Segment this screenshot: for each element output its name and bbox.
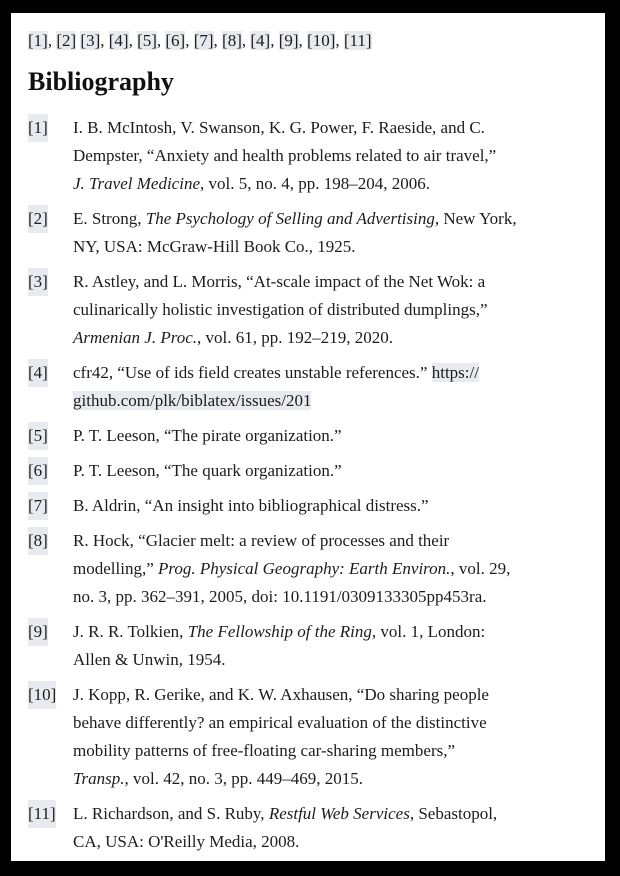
entry-text-segment: , vol. 61, pp. 192–219, 2020. bbox=[197, 328, 393, 347]
entry-text bbox=[73, 114, 588, 198]
entry-text-segment: The Fellowship of the Ring bbox=[187, 622, 372, 641]
entry-text-segment: , New York, bbox=[434, 209, 517, 228]
entry-number-cell bbox=[28, 457, 73, 485]
bibliography-entry bbox=[28, 359, 588, 415]
entry-text-segment: cfr42, “Use of ids field creates unstable references.” bbox=[73, 363, 432, 382]
entry-text-line bbox=[73, 170, 588, 198]
entry-number-cell bbox=[28, 800, 73, 856]
entry-label-link[interactable]: [9] bbox=[28, 618, 48, 646]
entry-text-segment: Prog. Physical Geography: Earth Environ. bbox=[157, 559, 451, 578]
entry-text bbox=[73, 492, 588, 520]
entry-number-cell bbox=[28, 618, 73, 674]
entry-text-segment: NY, USA: McGraw-Hill Book Co., 1925. bbox=[73, 237, 356, 256]
document-page bbox=[11, 13, 605, 861]
entry-text-line bbox=[73, 737, 588, 765]
external-link[interactable]: github.com/plk/biblatex/issues/201 bbox=[73, 391, 312, 410]
entry-text-segment: E. Strong, bbox=[73, 209, 146, 228]
entry-text-line bbox=[73, 324, 588, 352]
bibliography-entry bbox=[28, 205, 588, 261]
citation-separator: , bbox=[335, 31, 344, 50]
entry-text-line bbox=[73, 765, 588, 793]
entry-text-line bbox=[73, 387, 588, 415]
entry-text-line bbox=[73, 800, 588, 828]
entry-text-segment: P. T. Leeson, “The pirate organization.” bbox=[73, 426, 342, 445]
entry-text-line bbox=[73, 646, 588, 674]
citation-link[interactable]: [9] bbox=[278, 31, 299, 50]
entry-text bbox=[73, 527, 588, 611]
citation-separator: , bbox=[156, 31, 166, 50]
entry-label-link[interactable]: [7] bbox=[28, 492, 48, 520]
entry-text bbox=[73, 618, 588, 674]
entry-text-segment: modelling,” bbox=[73, 559, 158, 578]
page-title: Bibliography bbox=[28, 67, 174, 96]
entry-text-segment: CA, USA: O'Reilly Media, 2008. bbox=[73, 832, 300, 851]
entry-text-segment: I. B. McIntosh, V. Swanson, K. G. Power, F. Raeside, and C. bbox=[73, 118, 485, 137]
entry-text-segment: L. Richardson, and S. Ruby, bbox=[73, 804, 269, 823]
entry-label-link[interactable]: [2] bbox=[28, 205, 48, 233]
entry-text-segment: The Psychology of Selling and Advertising bbox=[145, 209, 435, 228]
bibliography-entry bbox=[28, 457, 588, 485]
entry-text-segment: culinarically holistic investigation of distributed dumplings,” bbox=[73, 300, 488, 319]
bibliography-entry bbox=[28, 492, 588, 520]
entry-number-cell bbox=[28, 268, 73, 352]
entry-text-line bbox=[73, 205, 588, 233]
entry-text-segment: , vol. 1, London: bbox=[371, 622, 486, 641]
entry-number-cell bbox=[28, 527, 73, 611]
entry-text-segment: Allen & Unwin, 1954. bbox=[73, 650, 226, 669]
citation-link[interactable]: [2] bbox=[56, 31, 77, 50]
citation-separator: , bbox=[128, 31, 138, 50]
entry-number-cell bbox=[28, 492, 73, 520]
entry-text-segment: , vol. 42, no. 3, pp. 449–469, 2015. bbox=[124, 769, 363, 788]
entry-text-line bbox=[73, 268, 588, 296]
entry-text bbox=[73, 800, 588, 856]
bibliography-entry bbox=[28, 114, 588, 198]
entry-text-line bbox=[73, 618, 588, 646]
citation-separator: , bbox=[100, 31, 109, 50]
entry-label-link[interactable]: [10] bbox=[28, 681, 56, 709]
entry-text-line bbox=[73, 555, 588, 583]
citation-separator: , bbox=[213, 31, 223, 50]
entry-label-link[interactable]: [5] bbox=[28, 422, 48, 450]
entry-text-line bbox=[73, 142, 588, 170]
bibliography-entry bbox=[28, 268, 588, 352]
entry-number-cell bbox=[28, 681, 73, 793]
entry-text-line bbox=[73, 422, 588, 450]
entry-text-segment: , Sebastopol, bbox=[409, 804, 498, 823]
bibliography-entry bbox=[28, 422, 588, 450]
entry-text-segment: J. Travel Medicine bbox=[73, 174, 200, 193]
citation-link[interactable]: [4] bbox=[108, 31, 129, 50]
citation-separator: , bbox=[270, 31, 279, 50]
bibliography-entry bbox=[28, 681, 588, 793]
bibliography-entry bbox=[28, 800, 588, 856]
external-link[interactable]: https:// bbox=[431, 363, 479, 382]
entry-text-line bbox=[73, 296, 588, 324]
entry-text-segment: R. Hock, “Glacier melt: a review of processes and their bbox=[73, 531, 450, 550]
entry-text-segment: Transp. bbox=[73, 769, 125, 788]
entry-text bbox=[73, 457, 588, 485]
entry-text-line bbox=[73, 457, 588, 485]
entry-text-line bbox=[73, 681, 588, 709]
entry-text bbox=[73, 359, 588, 415]
entry-text bbox=[73, 422, 588, 450]
citation-separator: , bbox=[185, 31, 194, 50]
citation-link[interactable]: [1] bbox=[28, 31, 48, 50]
entry-text bbox=[73, 681, 588, 793]
citation-link[interactable]: [4] bbox=[250, 31, 271, 50]
bibliography-entry bbox=[28, 618, 588, 674]
entry-number-cell bbox=[28, 205, 73, 261]
entry-text-line bbox=[73, 527, 588, 555]
entry-label-link[interactable]: [11] bbox=[28, 800, 56, 828]
citation-link[interactable]: [3] bbox=[80, 31, 101, 50]
entry-text-segment: , vol. 5, no. 4, pp. 198–204, 2006. bbox=[200, 174, 430, 193]
entry-label-link[interactable]: [8] bbox=[28, 527, 48, 555]
entry-text bbox=[73, 268, 588, 352]
citation-link[interactable]: [10] bbox=[307, 31, 336, 50]
entry-text-segment: Armenian J. Proc. bbox=[73, 328, 198, 347]
entry-label-link[interactable]: [1] bbox=[28, 114, 48, 142]
citation-separator: , bbox=[241, 31, 251, 50]
citation-link[interactable]: [7] bbox=[193, 31, 214, 50]
citation-separator: , bbox=[47, 31, 57, 50]
entry-label-link[interactable]: [6] bbox=[28, 457, 48, 485]
entry-label-link[interactable]: [4] bbox=[28, 359, 48, 387]
entry-text-segment: J. R. R. Tolkien, bbox=[73, 622, 188, 641]
entry-text-line bbox=[73, 359, 588, 387]
entry-text-line bbox=[73, 233, 588, 261]
entry-number-cell bbox=[28, 359, 73, 415]
entry-text-segment: J. Kopp, R. Gerike, and K. W. Axhausen, “Do sharing people bbox=[73, 685, 489, 704]
citation-line bbox=[28, 27, 588, 55]
entry-text-segment: mobility patterns of free-floating car-sharing members,” bbox=[73, 741, 456, 760]
entry-label-link[interactable]: [3] bbox=[28, 268, 48, 296]
entry-text-segment: Dempster, “Anxiety and health problems related to air travel,” bbox=[73, 146, 497, 165]
entry-text-line bbox=[73, 492, 588, 520]
entry-number-cell bbox=[28, 422, 73, 450]
citation-link[interactable]: [6] bbox=[165, 31, 186, 50]
entry-text-segment: R. Astley, and L. Morris, “At-scale impact of the Net Wok: a bbox=[73, 272, 486, 291]
citation-link[interactable]: [5] bbox=[137, 31, 157, 50]
entry-text-segment: P. T. Leeson, “The quark organization.” bbox=[73, 461, 342, 480]
bibliography-entry bbox=[28, 527, 588, 611]
bibliography-list bbox=[28, 114, 588, 856]
entry-number-cell bbox=[28, 114, 73, 198]
citation-link[interactable]: [8] bbox=[222, 31, 242, 50]
citation-separator: , bbox=[298, 31, 308, 50]
entry-text-line bbox=[73, 114, 588, 142]
entry-text bbox=[73, 205, 588, 261]
entry-text-line bbox=[73, 709, 588, 737]
entry-text-segment: no. 3, pp. 362–391, 2005, doi: 10.1191/0309133305pp453ra. bbox=[73, 587, 487, 606]
entry-text-line bbox=[73, 828, 588, 856]
entry-text-segment: , vol. 29, bbox=[450, 559, 511, 578]
entry-text-line bbox=[73, 583, 588, 611]
entry-text-segment: Restful Web Services bbox=[268, 804, 410, 823]
entry-text-segment: behave differently? an empirical evaluation of the distinctive bbox=[73, 713, 487, 732]
citation-link[interactable]: [11] bbox=[343, 31, 372, 50]
entry-text-segment: B. Aldrin, “An insight into bibliographical distress.” bbox=[73, 496, 429, 515]
